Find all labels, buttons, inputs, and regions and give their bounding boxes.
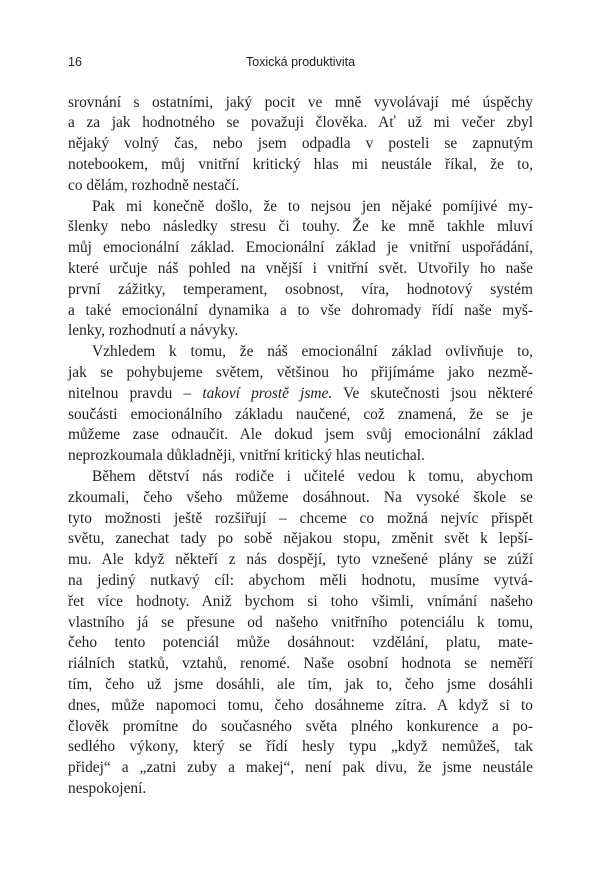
- text-line: přidej“ a „zatni zuby a makej“, není pak divu, že jsme neustále: [68, 759, 533, 777]
- text-line: šlenky nebo následky stresu či touhy. Že ke mně takhle mluví: [68, 218, 533, 236]
- text-line: [68, 384, 533, 405]
- text-line: nějaký volný čas, nebo jsem odpadla v posteli se zapnutým: [68, 135, 533, 153]
- text-line: Vzhledem k tomu, že náš emocionální základ ovlivňuje to,: [92, 343, 533, 361]
- text-line: můžeme zase odnaučit. Ale dokud jsem svůj emocionální základ: [68, 426, 533, 444]
- paragraph: [68, 342, 533, 467]
- text-line: neprozkoumala důkladněji, vnitřní kritický hlas neutichal.: [68, 447, 425, 465]
- text-line: srovnání s ostatními, jaký pocit ve mně vyvolávají mé úspěchy: [68, 93, 533, 111]
- page-number: 16: [68, 55, 82, 69]
- text-line: jak se pohybujeme světem, většinou ho přijímáme jako nezmě-: [68, 363, 533, 381]
- text-line: součásti emocionálního základu naučené, což znamená, že se je: [68, 405, 533, 423]
- text-line: první zážitky, temperament, osobnost, víra, hodnotový systém: [68, 280, 533, 298]
- text-line: na jediný nutkavý cíl: abychom měli hodnotu, musíme vytvá-: [68, 571, 533, 589]
- paragraph: [68, 197, 533, 343]
- text-line: a za jak hodnotného se považuji člověka. Ať už mi večer zbyl: [68, 114, 533, 132]
- running-head: [68, 54, 533, 70]
- text-line: čeho tento potenciál může dosáhnout: vzdělání, platu, mate-: [68, 634, 533, 652]
- text-line: můj emocionální základ. Emocionální základ je vnitřní uspořádání,: [68, 239, 533, 257]
- text-segment: nitelnou pravdu –: [68, 384, 203, 402]
- text-line: zkoumali, čeho všeho můžeme dosáhnout. Na vysoké škole se: [68, 488, 533, 506]
- text-segment: Ve skutečnosti jsou některé: [332, 384, 534, 402]
- text-line: tím, čeho už jsme dosáhli, ale tím, jak to, čeho jsme dosáhli: [68, 675, 533, 693]
- text-line: notebookem, můj vnitřní kritický hlas mi neustále říkal, že to,: [68, 155, 533, 173]
- text-line: Během dětství nás rodiče i učitelé vedou k tomu, abychom: [92, 467, 533, 485]
- body-text: [68, 93, 533, 800]
- text-line: tyto možnosti ještě rozšiřují – chceme co možná nejvíc přispět: [68, 509, 533, 527]
- text-line: světu, zanechat tady po sobě nějakou stopu, změnit svět k lepší-: [68, 530, 533, 548]
- emphasis-text: takoví prostě jsme.: [202, 384, 333, 402]
- text-line: a také emocionální dynamika a to vše dohromady řídí naše myš-: [68, 301, 533, 319]
- running-title: Toxická produktivita: [245, 55, 356, 69]
- text-line: mu. Ale když někteří z nás dospějí, tyto vznešené plány se zúží: [68, 551, 533, 569]
- text-line: co dělám, rozhodně nestačí.: [68, 176, 240, 194]
- text-line: lenky, rozhodnutí a návyky.: [68, 322, 239, 340]
- text-line: člověk promítne do současného světa plného konkurence a po-: [68, 717, 533, 735]
- text-line: vlastního já se přesune od našeho vnitřního potenciálu k tomu,: [68, 613, 533, 631]
- paragraph: [68, 93, 533, 197]
- text-line: řet více hodnoty. Aniž bychom si toho všimli, vnímání našeho: [68, 592, 533, 610]
- text-line: které určuje náš pohled na vnější i vnitřní svět. Utvořily ho naše: [68, 259, 533, 277]
- text-line: Pak mi konečně došlo, že to nejsou jen nějaké pomíjivé my-: [92, 197, 533, 215]
- paragraph: [68, 467, 533, 800]
- text-line: dnes, může napomoci tomu, čeho dosáhneme zítra. A když si to: [68, 696, 533, 714]
- text-line: sedlého výkony, který se řídí hesly typu „když nemůžeš, tak: [68, 738, 533, 756]
- text-line: nespokojení.: [68, 779, 147, 797]
- text-line: riálních statků, vztahů, renomé. Naše osobní hodnota se neměří: [68, 655, 533, 673]
